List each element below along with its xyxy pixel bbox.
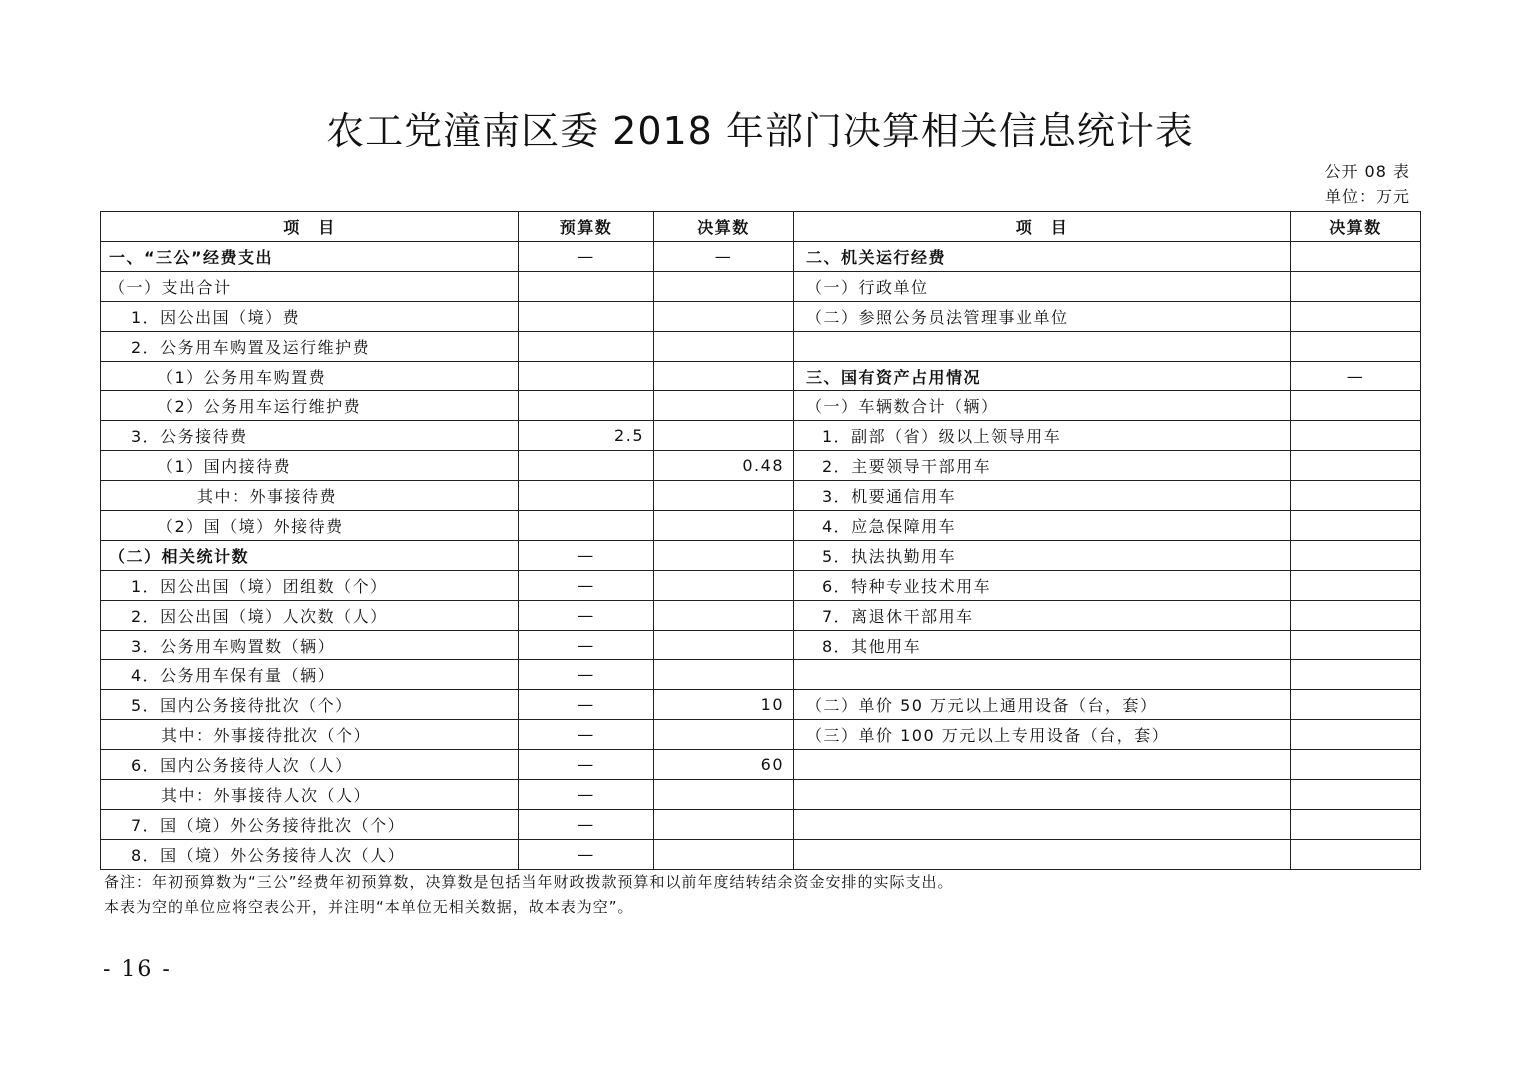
final-right-cell [1291, 271, 1421, 301]
header-budget: 预算数 [519, 212, 654, 242]
item-cell: （2）国（境）外接待费 [101, 511, 519, 541]
page-number: - 16 - [103, 957, 172, 982]
item-cell: 8．国（境）外公务接待人次（人） [101, 839, 519, 869]
table-row [101, 391, 1421, 421]
budget-cell: — [519, 660, 654, 690]
table-row [101, 331, 1421, 361]
table-row [101, 630, 1421, 660]
final-cell [654, 391, 794, 421]
final-right-cell [1291, 750, 1421, 780]
budget-cell [519, 391, 654, 421]
item-cell: 6．国内公务接待人次（人） [101, 750, 519, 780]
final-right-cell [1291, 600, 1421, 630]
table-row [101, 421, 1421, 451]
statistics-table [100, 211, 1421, 870]
table-header-row [101, 212, 1421, 242]
final-right-cell [1291, 511, 1421, 541]
final-cell [654, 511, 794, 541]
item-right-cell: 7．离退休干部用车 [794, 600, 1291, 630]
budget-cell: — [519, 750, 654, 780]
final-right-cell [1291, 839, 1421, 869]
item-right-cell [794, 839, 1291, 869]
item-right-cell: （一）行政单位 [794, 271, 1291, 301]
item-cell: 一、“三公”经费支出 [101, 242, 519, 272]
item-right-cell: （二）单价 50 万元以上通用设备（台，套） [794, 690, 1291, 720]
table-row [101, 780, 1421, 810]
table-row [101, 720, 1421, 750]
budget-cell: — [519, 570, 654, 600]
table-code: 公开 08 表 [1324, 162, 1410, 181]
item-cell: （一）支出合计 [101, 271, 519, 301]
final-right-cell [1291, 780, 1421, 810]
item-right-cell: 4．应急保障用车 [794, 511, 1291, 541]
final-cell [654, 839, 794, 869]
budget-cell [519, 511, 654, 541]
final-cell: 10 [654, 690, 794, 720]
item-right-cell [794, 780, 1291, 810]
final-right-cell [1291, 331, 1421, 361]
final-cell [654, 630, 794, 660]
final-right-cell [1291, 421, 1421, 451]
item-cell: 2．因公出国（境）人次数（人） [101, 600, 519, 630]
item-right-cell [794, 809, 1291, 839]
item-right-cell: 8．其他用车 [794, 630, 1291, 660]
table-row [101, 451, 1421, 481]
final-cell [654, 421, 794, 451]
item-cell: 1．因公出国（境）费 [101, 301, 519, 331]
budget-cell [519, 451, 654, 481]
item-cell: 其中：外事接待批次（个） [101, 720, 519, 750]
item-right-cell: 2．主要领导干部用车 [794, 451, 1291, 481]
final-cell [654, 540, 794, 570]
table-row [101, 271, 1421, 301]
table-row [101, 600, 1421, 630]
final-cell [654, 809, 794, 839]
final-right-cell [1291, 301, 1421, 331]
budget-cell [519, 301, 654, 331]
table-row [101, 242, 1421, 272]
header-item-right: 项 目 [794, 212, 1291, 242]
item-right-cell [794, 331, 1291, 361]
item-right-cell: 二、机关运行经费 [794, 242, 1291, 272]
budget-cell [519, 481, 654, 511]
table-row [101, 540, 1421, 570]
header-final-right: 决算数 [1291, 212, 1421, 242]
table-row [101, 809, 1421, 839]
note-empty-table: 本表为空的单位应将空表公开，并注明“本单位无相关数据，故本表为空”。 [104, 898, 634, 916]
final-right-cell [1291, 690, 1421, 720]
table-row [101, 660, 1421, 690]
final-right-cell [1291, 720, 1421, 750]
table-body [101, 242, 1421, 870]
table-row [101, 570, 1421, 600]
page-title: 农工党潼南区委 2018 年部门决算相关信息统计表 [326, 109, 1194, 153]
item-cell: 5．国内公务接待批次（个） [101, 690, 519, 720]
budget-cell: — [519, 600, 654, 630]
budget-cell [519, 271, 654, 301]
table-row [101, 481, 1421, 511]
item-right-cell: 1．副部（省）级以上领导用车 [794, 421, 1291, 451]
item-cell: （2）公务用车运行维护费 [101, 391, 519, 421]
table-row [101, 511, 1421, 541]
budget-cell: — [519, 720, 654, 750]
final-right-cell [1291, 391, 1421, 421]
item-cell: 4．公务用车保有量（辆） [101, 660, 519, 690]
item-cell: 7．国（境）外公务接待批次（个） [101, 809, 519, 839]
item-right-cell [794, 750, 1291, 780]
item-cell: 2．公务用车购置及运行维护费 [101, 331, 519, 361]
unit-label: 单位：万元 [1324, 187, 1410, 206]
budget-cell [519, 361, 654, 391]
item-right-cell [794, 660, 1291, 690]
table-row [101, 361, 1421, 391]
final-cell [654, 780, 794, 810]
final-cell: 60 [654, 750, 794, 780]
budget-cell: — [519, 540, 654, 570]
note-remark: 备注：年初预算数为“三公”经费年初预算数，决算数是包括当年财政拨款预算和以前年度结转结余资金安排的实际支出。 [104, 873, 954, 891]
final-right-cell [1291, 242, 1421, 272]
final-right-cell [1291, 481, 1421, 511]
final-cell [654, 660, 794, 690]
budget-cell: — [519, 839, 654, 869]
final-cell [654, 331, 794, 361]
final-right-cell [1291, 660, 1421, 690]
item-cell: 3．公务接待费 [101, 421, 519, 451]
item-right-cell: 5．执法执勤用车 [794, 540, 1291, 570]
final-cell [654, 720, 794, 750]
final-cell [654, 361, 794, 391]
final-cell: — [654, 242, 794, 272]
table-row [101, 750, 1421, 780]
budget-cell: 2.5 [519, 421, 654, 451]
item-right-cell: （一）车辆数合计（辆） [794, 391, 1291, 421]
budget-cell: — [519, 809, 654, 839]
table-row [101, 301, 1421, 331]
budget-cell: — [519, 780, 654, 810]
table-row [101, 690, 1421, 720]
final-cell [654, 481, 794, 511]
item-cell: （1）国内接待费 [101, 451, 519, 481]
item-cell: 1．因公出国（境）团组数（个） [101, 570, 519, 600]
item-right-cell: （二）参照公务员法管理事业单位 [794, 301, 1291, 331]
final-cell [654, 301, 794, 331]
final-cell [654, 570, 794, 600]
item-cell: 3．公务用车购置数（辆） [101, 630, 519, 660]
final-right-cell: — [1291, 361, 1421, 391]
item-cell: 其中：外事接待人次（人） [101, 780, 519, 810]
final-right-cell [1291, 451, 1421, 481]
final-cell [654, 271, 794, 301]
header-final: 决算数 [654, 212, 794, 242]
item-cell: （二）相关统计数 [101, 540, 519, 570]
final-right-cell [1291, 630, 1421, 660]
final-right-cell [1291, 809, 1421, 839]
item-cell: （1）公务用车购置费 [101, 361, 519, 391]
item-right-cell: （三）单价 100 万元以上专用设备（台，套） [794, 720, 1291, 750]
item-cell: 其中：外事接待费 [101, 481, 519, 511]
final-right-cell [1291, 570, 1421, 600]
item-right-cell: 6．特种专业技术用车 [794, 570, 1291, 600]
final-cell [654, 600, 794, 630]
final-cell: 0.48 [654, 451, 794, 481]
item-right-cell: 3．机要通信用车 [794, 481, 1291, 511]
budget-cell: — [519, 242, 654, 272]
budget-cell [519, 331, 654, 361]
final-right-cell [1291, 540, 1421, 570]
table-row [101, 839, 1421, 869]
budget-cell: — [519, 630, 654, 660]
item-right-cell: 三、国有资产占用情况 [794, 361, 1291, 391]
header-item: 项 目 [101, 212, 519, 242]
budget-cell: — [519, 690, 654, 720]
